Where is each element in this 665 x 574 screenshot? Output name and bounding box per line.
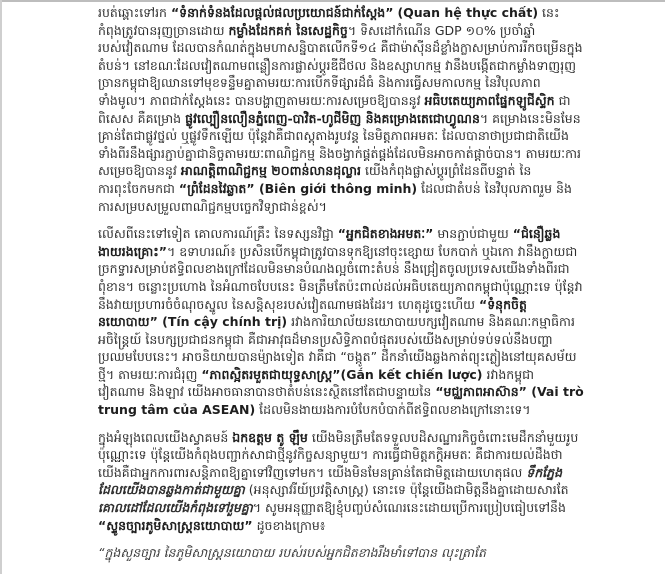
text-run: លើសពីនេះទៅទៀត គោលការណ៍គ្រឹះ នៃទស្សនវិជ្ជា: [98, 226, 338, 242]
emphasis-run: អធិបតេយ្យភាពផ្នែកឡូជីស្ទិក: [424, 92, 555, 108]
emphasis-run: “ទំនាក់ទំនងដែលផ្ដល់ផលប្រយោជន៍ជាក់ស្ដែង”: [170, 5, 394, 20]
emphasis-run: កម្លាំងដែកគក់ នៃសេដ្ឋកិច្ច: [228, 22, 348, 38]
emphasis-run: “ទំនុកចិត្តនយោបាយ” (Tín cậy chính trị): [98, 296, 527, 330]
text-run: យើងកំពុងផ្លាស់ប្ដូរព្រំដែនពីបន្ទាត់ នៃការពុះចែកមកជា: [98, 163, 532, 196]
emphasis-run: “ជំនឿឆ្លងងាយរងគ្រោះ”: [98, 226, 561, 259]
paragraph-1: [98, 4, 584, 215]
emphasis-run: ផ្លូវល្បឿនលឿនភ្នំពេញ-បាវិត-ហូជីមិញ និងគម្រោងតេជោហ្វូណន: [185, 110, 480, 126]
emphasis-run: “ក្នុងសួនច្បារ នៃភូមិសាស្ត្រនយោបាយ របស់របស់អ្នកជិតខាងរឹងមាំទៅបាន លុះត្រាតែ: [98, 545, 486, 561]
emphasis-run: ទឹកភ្នែងដែលយើងបានឆ្លងកាត់ជាមួយគ្នា: [98, 464, 563, 498]
emphasis-run: គោលដៅដែលយើងកំពុងទៅរួមគ្នា: [98, 500, 253, 516]
text-run: មានភ្ជាប់ជាមួយ: [433, 226, 513, 242]
text-run: (អនុស្សាវរីយ៍ប្រវត្តិសាស្ត្រ) នោះទេ ប៉ុន្តែយើងជាមិត្តនឹងគ្នាដោយសារតែ: [244, 482, 569, 498]
article-body: [98, 4, 584, 572]
text-run: ជាពិសេស គឺគម្រោង: [98, 92, 571, 126]
emphasis-run: “ព្រំដែនវៃឆ្លាត” (Biên giới thông minh): [178, 180, 418, 196]
text-run: ដែលមិនងាយរងការបំបែកបំបាក់ពីឥទ្ធិពលខាងក្រៅនោះទេ។: [255, 402, 531, 418]
text-run: របត់ឆ្ពោះទៅរក: [98, 5, 171, 20]
paragraph-2: [98, 225, 584, 419]
emphasis-run: “ស្ទូនច្បារភូមិសាស្ត្រនយោបាយ”: [98, 517, 253, 533]
text-run: ក្នុងអំឡុងពេលយើងស្វាគមន៍: [98, 429, 233, 445]
emphasis-run: ឯកឧត្ដម តូ ឡឹម: [232, 429, 308, 445]
text-run: ។ ឧទាហរណ៍៖ ប្រសិនបើកម្ពុជាត្រូវបានទុកឱ្យនៅចុះខ្សោយ បែកបាក់ ឬឯកោ វានឹងក្លាយជាច្រកទ្វារសម្រាប់ឥទ្ធិពលខាងក្រៅដែលមិនមានបំណងល្អចំពោះតំបន់ នឹងជ្រៀតចូលប្រទេសយើងទាំងពីរជាពុំខាន។ ចន្លោះប្រហោង នៃអំណាចបែបនេះ មិនត្រឹមតែប៉ះពាល់ដល់អធិបតេយ្យភាពកម្ពុជាប៉ុណ្ណោះទេ ប៉ុន្តែវានឹងវាយប្រហារចំចំណុចស្នូល នៃសន្តិសុខរបស់វៀតណាមផងដែរ។ ហេតុដូច្នេះហើយ: [98, 243, 583, 312]
paragraph-3: [98, 429, 584, 535]
text-run: ។ ទិសដៅកំណើន GDP ១០% ប្រចាំឆ្នាំរបស់វៀតណាម ដែលបានកំណត់ក្នុងមហាសន្និបាតលើកទី១៤ គឺជាម៉ាស៊ីនដ៏ខ្លាំងក្លាសម្រាប់ការរីកចម្រើនក្នុងតំបន់។ នៅខណៈដែលវៀតណាមពន្លឿនការផ្លាស់ប្ដូរឌីជីថល និងឧស្សាហកម្ម វានឹងបង្កើតជាកម្លាំងទាញរុញច្រានកម្ពុជាឱ្យឈានទៅមុខទន្ទឹមគ្នាតាមរយៈការបើកទីផ្សារដ៏ធំ និងការធ្វើសមកាលកម្ម នៃវិបុលភាពទាំងមូល។ ភាពជាក់ស្ដែងនេះ បានបង្ហាញតាមរយៈការសម្រេចឱ្យបាននូវ: [98, 22, 583, 108]
emphasis-run: “មជ្ឈភាពអាស៊ាន” (Vai trò trung tâm của ASEAN): [98, 384, 584, 418]
emphasis-run: “ភាពស្អិតរមួតជាយុទ្ធសាស្ត្រ”(Gắn kết chiến lược): [201, 366, 483, 382]
text-run: ដូចខាងក្រោម៖: [252, 517, 326, 533]
emphasis-run: (Quan hệ thực chất): [397, 5, 539, 20]
emphasis-run: “អ្នកជិតខាងអមតៈ”: [337, 226, 434, 242]
text-run: ។ សូមអនុញ្ញាតឱ្យខ្ញុំបញ្ចប់សំណេរនេះដោយប្រើការប្រៀបធៀបទៅនឹង: [252, 500, 566, 516]
window-left-border: [0, 0, 2, 574]
text-run: ដែលជាតំបន់ នៃវិបុលភាពរួម និងការសម្របសម្រួលពាណិជ្ជកម្មបច្ចេកវិទ្យាជាន់ខ្ពស់។: [98, 180, 572, 214]
emphasis-run: អាណត្តិពាណិជ្ជកម្ម ២០ពាន់លានដុល្លារ: [180, 163, 361, 179]
paragraph-4-quote: [98, 544, 584, 562]
text-run: រវាងការិយាល័យនយោបាយបក្សវៀតណាម និងគណៈកម្មាធិការអចិន្ត្រៃយ៍ នៃបក្សប្រជាជនកម្ពុជា គឺជាអាវុធដ៏មានប្រសិទ្ធិភាពបំផុតរបស់យើងសម្រាប់ទប់ទល់នឹងបញ្ហាប្រឈមបែបនេះ។ អាចនិយាយបានម៉្យាងទៀត វាគឺជា “ចង្កូត” ដឹកនាំយើងឆ្លងកាត់ព្យុះភ្លៀងនៅយុគសម័យថ្មី។ តាមរយៈការជំរុញ: [98, 314, 577, 382]
text-run: យើងមិនត្រឹមតែទទួលបដិសណ្ឋារកិច្ចចំពោះមេដឹកនាំមួយរូបប៉ុណ្ណោះទេ ប៉ុន្តែយើងកំពុងបញ្ជាក់សាជាថ្មីនូវកិច្ចសន្យាមួយ។ ការធ្វើជាមិត្តភក្ដិអមតៈ គឺជាការយល់ដឹងថា យើងគឺជាអ្នកការពារសន្តិភាពឱ្យគ្នាទៅវិញទៅមក។ យើងមិនមែនគ្រាន់តែជាមិត្តដោយហេតុផល: [98, 429, 579, 480]
text-run: ។ គម្រោងនេះមិនមែនគ្រាន់តែជាផ្លូវថ្នល់ ឬផ្លូវទឹកឡើយ ប៉ុន្តែវាគឺជាពស្ដុតាងរូបវន្ត នៃមិត្តភាពអមតៈ ដែលបានាថាប្រជាជាតិយើងទាំងពីរនឹងផ្សារភ្ជាប់គ្នាជានិច្ចតាមរយៈពាណិជ្ជកម្ម និងចង្វាក់ផ្គត់ផ្គង់ដែលមិនអាចកាត់ផ្ដាច់បាន។ តាមរយៈការសម្រេចឱ្យបាននូវ: [98, 110, 581, 179]
text-run: រវាងកម្ពុជា វៀតណាម និងឡាវ យើងអាចធានាបានថាតំបន់នេះស្ថិតនៅតែជាបន្ទាយនៃ: [98, 366, 535, 400]
window-top-border: [0, 0, 665, 2]
text-run: នេះ កំពុងត្រូវបានរុញច្រានដោយ: [98, 5, 560, 38]
